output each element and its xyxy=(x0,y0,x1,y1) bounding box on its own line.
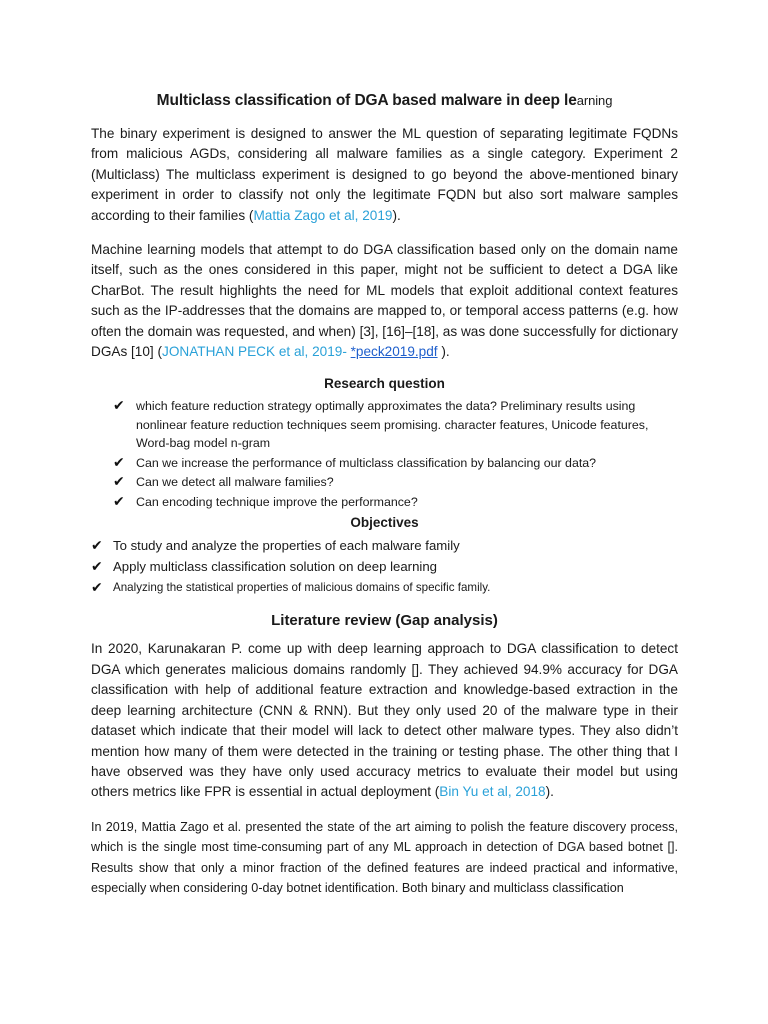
page-title xyxy=(91,92,678,110)
citation-link-zago[interactable]: Mattia Zago et al, 2019 xyxy=(253,207,393,223)
page-title-tail: arning xyxy=(576,93,613,108)
objectives-heading: Objectives xyxy=(350,515,419,531)
literature-paragraph-1-end: ). xyxy=(545,784,554,800)
list-item xyxy=(91,397,678,453)
literature-paragraph-2-text: In 2019, Mattia Zago et al. presented the state of the art aiming to polish the feature discovery process, which is the single most time-consuming part of any ML approach in detection of DGA based botnet []. Results show that only a minor fraction of the defined features are indeed practical and informative, especially when considering 0-day botnet identification. Both binary and multiclass classification xyxy=(91,819,678,895)
motivation-paragraph-end: ). xyxy=(437,344,450,360)
document-content xyxy=(91,92,678,912)
motivation-paragraph-text: Machine learning models that attempt to do DGA classification based only on the domain name itself, such as the ones considered in this paper, might not be sufficient to detect a DGA like CharBot. The result highlights the need for ML models that exploit additional context features such as the IP-addresses that the domains are mapped to, or temporal access patterns (e.g. how often the domain was requested, and when) [3], [16]–[18], as was done successfully for dictionary DGAs [10] ( xyxy=(91,242,678,360)
list-item-text: Can we detect all malware families? xyxy=(136,475,334,490)
checkmark-icon: ✔ xyxy=(113,454,125,471)
file-link-peck2019[interactable]: *peck2019.pdf xyxy=(350,344,438,360)
list-item-text: Can encoding technique improve the performance? xyxy=(136,494,418,509)
list-item xyxy=(91,536,678,556)
literature-review-heading: Literature review (Gap analysis) xyxy=(271,612,498,630)
checkmark-icon: ✔ xyxy=(113,493,125,510)
intro-paragraph-text: The binary experiment is designed to answer the ML question of separating legitimate FQDNs from malicious AGDs, considering all malware families as a single category. Experiment 2 (Multiclass) The multiclass experiment is designed to go beyond the above-mentioned binary experiment in order to classify not only the legitimate FQDN but also sort malware samples according to their families ( xyxy=(91,126,678,223)
page-title-main: Multiclass classification of DGA based malware in deep le xyxy=(156,92,577,109)
research-question-list xyxy=(91,397,678,511)
checkmark-icon: ✔ xyxy=(91,580,103,597)
intro-paragraph xyxy=(91,124,678,226)
list-item xyxy=(91,578,678,598)
list-item xyxy=(91,557,678,577)
list-item-text: Analyzing the statistical properties of malicious domains of specific family. xyxy=(113,581,491,595)
list-item-text: Apply multiclass classification solution on deep learning xyxy=(113,559,438,575)
literature-paragraph-1-text: In 2020, Karunakaran P. come up with deep learning approach to DGA classification to detect DGA which generates malicious domains randomly []. They achieved 94.9% accuracy for DGA classification with help of additional feature extraction and knowledge-based extraction in the deep learning architecture (CNN & RNN). But they only used 20 of the malware type in their dataset which indicate that their model will lack to detect other malware types. They also didn’t mention how many of them were detected in the training or testing phase. The other thing that I have observed was they have only used accuracy metrics to evaluate their model but using others metrics like FPR is essential in actual deployment ( xyxy=(91,641,678,800)
list-item xyxy=(91,473,678,492)
checkmark-icon: ✔ xyxy=(91,559,103,576)
checkmark-icon: ✔ xyxy=(113,474,125,491)
list-item xyxy=(91,454,678,473)
checkmark-icon: ✔ xyxy=(113,398,125,415)
citation-link-yu[interactable]: Bin Yu et al, 2018 xyxy=(439,784,546,800)
literature-paragraph-2 xyxy=(91,817,678,899)
list-item xyxy=(91,493,678,512)
research-question-heading: Research question xyxy=(324,376,445,392)
objectives-list xyxy=(91,536,678,598)
intro-paragraph-end: ). xyxy=(392,207,401,223)
citation-link-peck[interactable]: JONATHAN PECK et al, 2019- xyxy=(162,344,351,360)
list-item-text: To study and analyze the properties of each malware family xyxy=(113,538,460,554)
motivation-paragraph xyxy=(91,240,678,362)
list-item-text: Can we increase the performance of multiclass classification by balancing our data? xyxy=(136,455,597,470)
checkmark-icon: ✔ xyxy=(91,538,103,555)
list-item-text: which feature reduction strategy optimally approximates the data? Preliminary results using nonlinear feature reduction techniques seem promising. character features, Unicode features, Word-bag model n-gram xyxy=(136,399,649,451)
literature-paragraph-1 xyxy=(91,639,678,802)
